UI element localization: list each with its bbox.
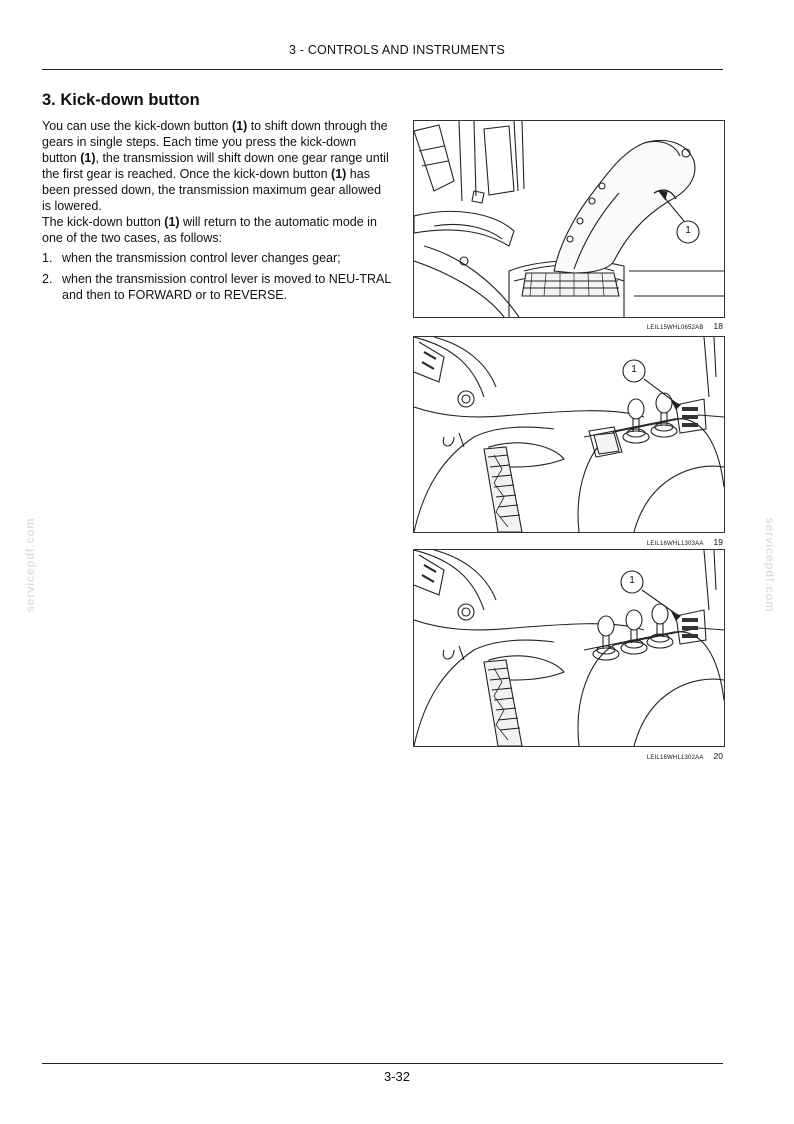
- figure-18-caption: [413, 321, 723, 331]
- callout-reference: (1): [80, 151, 96, 165]
- paragraph-text: will return to the automatic mode in one of the two cases, as follows:: [42, 215, 377, 245]
- intro-paragraph-2: [42, 214, 392, 246]
- list-item: [42, 250, 392, 266]
- page-header: 3 - CONTROLS AND INSTRUMENTS: [288, 43, 506, 57]
- intro-paragraph: [42, 118, 392, 214]
- figure-number: 18: [713, 321, 723, 331]
- figure-reference-code: LEIL16WHL1303AA: [646, 541, 704, 547]
- section-title: 3. Kick-down button: [42, 91, 200, 109]
- figure-18-lever-illustration: [413, 120, 725, 318]
- list-item: [42, 271, 392, 303]
- figure-19-callout: 1: [631, 364, 637, 375]
- paragraph-text: You can use the kick-down button: [42, 119, 232, 133]
- list-item-text: when the transmission control lever changes gear;: [62, 251, 341, 265]
- paragraph-text: has been pressed down, the transmission maximum gear allowed is lowered.: [42, 167, 382, 213]
- figure-number: 20: [713, 751, 723, 761]
- paragraph-text: The kick-down button: [42, 215, 165, 229]
- figure-20-caption: [413, 751, 723, 761]
- figure-19-cab-illustration: [413, 336, 725, 533]
- paragraph-text: to shift down through the gears in single steps. Each time you press the kick-down button: [42, 119, 388, 165]
- watermark-right: servicepdf.com: [763, 517, 777, 613]
- list-item-text: when the transmission control lever is moved to NEU-TRAL and then to FORWARD or to REVERSE.: [62, 272, 391, 302]
- conditions-list: [42, 250, 392, 303]
- figure-19-caption: [413, 537, 723, 547]
- list-item-number: 1.: [42, 251, 53, 265]
- figure-18-callout: 1: [685, 225, 691, 236]
- page-number: 3-32: [383, 1069, 411, 1084]
- watermark-left: servicepdf.com: [23, 517, 37, 613]
- section-body: [42, 118, 392, 308]
- footer-rule: [42, 1063, 723, 1064]
- figure-20-callout: 1: [629, 575, 635, 586]
- callout-reference: (1): [231, 119, 248, 133]
- figure-20-cab-illustration: [413, 549, 725, 747]
- header-rule: [42, 69, 723, 70]
- list-item-number: 2.: [42, 272, 53, 286]
- figure-reference-code: LEIL15WHL0652AB: [646, 325, 704, 331]
- callout-reference: (1): [164, 215, 180, 229]
- figure-reference-code: LEIL16WHL1302AA: [646, 755, 704, 761]
- callout-reference: (1): [331, 167, 347, 181]
- figure-number: 19: [713, 537, 723, 547]
- paragraph-text: , the transmission will shift down one gear range until the first gear is reached. Once the kick-down button: [42, 151, 389, 181]
